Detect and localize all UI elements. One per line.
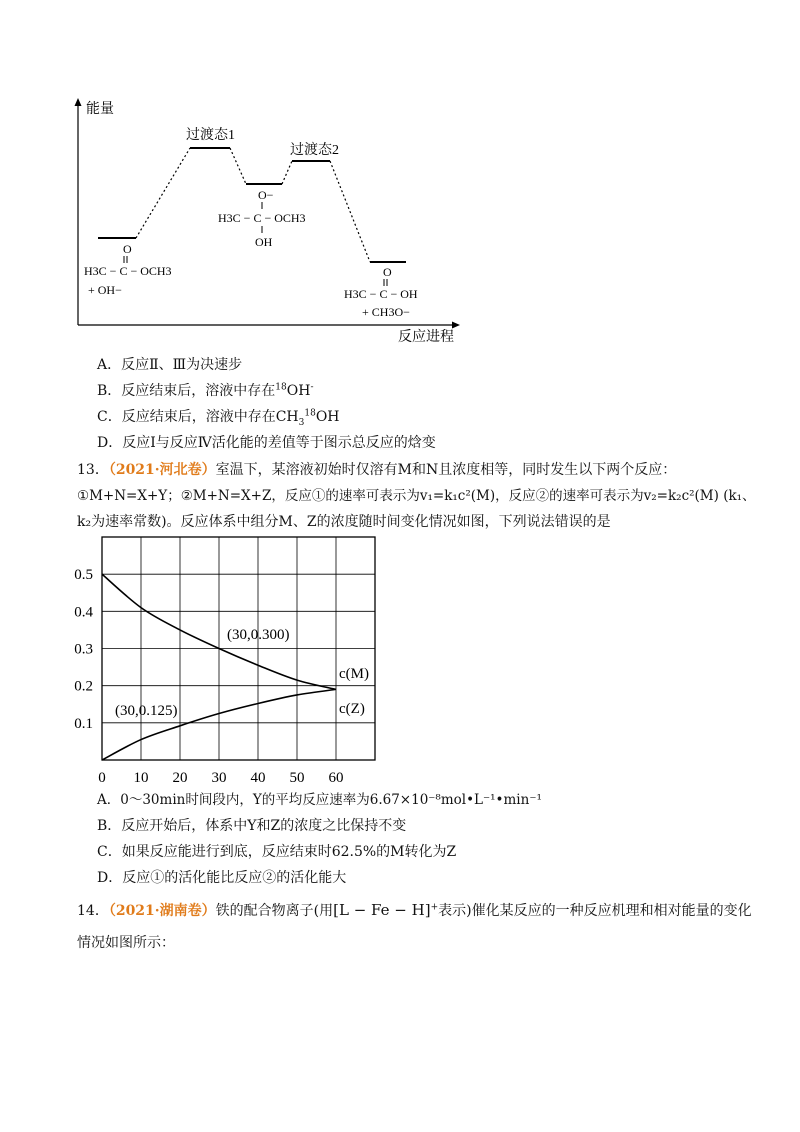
legend-cZ: c(Z)	[339, 701, 365, 717]
q14-source: （2021·湖南卷）	[108, 903, 216, 919]
svg-text:+ CH3O−: + CH3O−	[362, 305, 410, 319]
complex-formula: [L − Fe − H]	[333, 901, 431, 919]
energy-x-arrow	[452, 322, 460, 329]
q13-number: 13．	[77, 462, 109, 478]
legend-cM: c(M)	[339, 666, 369, 682]
q13-option-c: C．如果反应能进行到底，反应结束时62.5%的M转化为Z	[97, 844, 457, 860]
energy-y-arrow	[75, 98, 82, 106]
q12-option-b: B．反应结束后，溶液中存在$^{18}$OH-	[97, 382, 314, 399]
svg-text:H3C − C − OH: H3C − C − OH	[344, 287, 418, 301]
annotation-m: (30,0.300)	[227, 627, 290, 643]
q13-stem-line3: k₂为速率常数)。反应体系中组分M、Z的浓度随时间变化情况如图，下列说法错误的是	[77, 514, 611, 530]
svg-text:H3C − C − OCH3: H3C − C − OCH3	[84, 264, 172, 278]
y-tick-0.3: 0.3	[74, 641, 93, 658]
q12-option-a: A．反应Ⅱ、Ⅲ为决速步	[97, 357, 243, 373]
y-tick-0.5: 0.5	[74, 567, 93, 584]
q13-option-d: D．反应①的活化能比反应②的活化能大	[97, 870, 347, 886]
svg-text:+ OH−: + OH−	[88, 283, 122, 297]
concentration-chart	[65, 530, 395, 790]
q12-option-c: C．反应结束后，溶液中存在$CH_3^{18}OH$	[97, 408, 340, 428]
ts2-label: 过渡态2	[290, 143, 339, 158]
svg-text:O−: O−	[258, 188, 274, 202]
x-tick-10: 10	[133, 770, 149, 786]
svg-text:OH: OH	[255, 235, 273, 249]
annotation-z: (30,0.125)	[115, 703, 178, 719]
q13-stem-line1: 13．（2021·河北卷）室温下，某溶液初始时仅溶有M和N且浓度相等，同时发生以下两个反应：	[77, 462, 677, 478]
reactant-structure	[84, 242, 172, 297]
q14-stem-line1: 14．（2021·湖南卷）铁的配合物离子(用[L − Fe − H]+表示)催化某反应的一种反应机理和相对能量的变化	[77, 901, 752, 919]
svg-text:O: O	[383, 265, 392, 279]
x-tick-20: 20	[172, 770, 188, 786]
energy-x-label: 反应进程	[398, 330, 454, 345]
y-tick-0.4: 0.4	[74, 604, 93, 621]
y-tick-0.1: 0.1	[74, 715, 93, 732]
q14-stem-line2: 情况如图所示：	[77, 935, 175, 951]
energy-path	[136, 148, 370, 262]
intermediate-structure	[218, 188, 306, 249]
x-tick-30: 30	[211, 770, 227, 786]
ts1-label: 过渡态1	[186, 128, 235, 143]
q13-stem-line2: ①M+N=X+Y；②M+N=X+Z，反应①的速率可表示为v₁=k₁c²(M)，反应②的速率可表示为v₂=k₂c²(M) (k₁、	[77, 488, 756, 504]
svg-text:H3C − C − OCH3: H3C − C − OCH3	[218, 211, 306, 225]
x-tick-0: 0	[98, 770, 106, 786]
q13-source: （2021·河北卷）	[108, 462, 216, 478]
y-tick-0.2: 0.2	[74, 678, 93, 695]
q13-option-a: A．0～30min时间段内，Y的平均反应速率为6.67×10⁻⁸mol•L⁻¹•min⁻¹	[97, 792, 542, 808]
energy-diagram	[60, 95, 480, 350]
q13-option-b: B．反应开始后，体系中Y和Z的浓度之比保持不变	[97, 818, 407, 834]
q14-number: 14．	[77, 903, 109, 919]
x-tick-60: 60	[328, 770, 344, 786]
x-tick-40: 40	[250, 770, 266, 786]
x-tick-50: 50	[289, 770, 305, 786]
svg-text:O: O	[123, 242, 132, 256]
q12-option-d: D．反应Ⅰ与反应Ⅳ活化能的差值等于图示总反应的焓变	[97, 435, 436, 451]
energy-y-label: 能量	[86, 102, 114, 117]
product-structure	[344, 265, 418, 319]
